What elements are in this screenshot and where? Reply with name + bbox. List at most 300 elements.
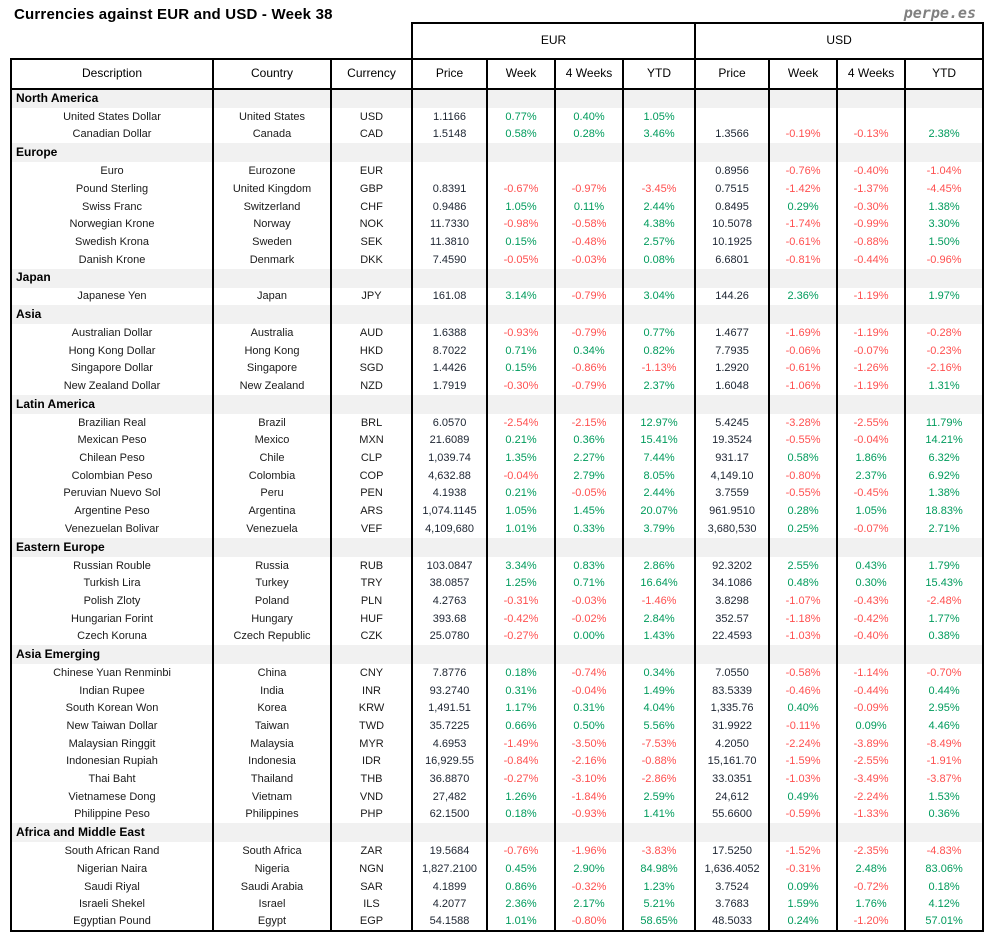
eur-week-change: 1.35%	[487, 449, 555, 467]
eur-price: 0.8391	[412, 180, 487, 198]
eur-4weeks-change: 0.11%	[555, 198, 623, 216]
country-name: Malaysia	[213, 735, 331, 753]
table-row-usd	[11, 108, 983, 126]
currency-description: United States Dollar	[11, 108, 213, 126]
country-name: Russia	[213, 557, 331, 575]
currency-code: GBP	[331, 180, 412, 198]
col-header-usd-ytd: YTD	[905, 59, 983, 89]
currency-description: Hungarian Forint	[11, 610, 213, 628]
usd-4weeks-change: -0.99%	[837, 215, 905, 233]
usd-week-change: -1.03%	[769, 628, 837, 646]
eur-4weeks-change: 0.31%	[555, 700, 623, 718]
currency-description: Swedish Krona	[11, 233, 213, 251]
section-cell	[487, 89, 555, 108]
currency-description: South Korean Won	[11, 700, 213, 718]
eur-4weeks-change: -0.04%	[555, 682, 623, 700]
currency-code: NGN	[331, 860, 412, 878]
country-name: Indonesia	[213, 753, 331, 771]
usd-week-change: -0.11%	[769, 717, 837, 735]
country-name: United Kingdom	[213, 180, 331, 198]
usd-price	[695, 108, 769, 126]
currency-description: Mexican Peso	[11, 432, 213, 450]
eur-price: 4,632.88	[412, 467, 487, 485]
usd-price: 0.8956	[695, 162, 769, 180]
eur-4weeks-change: -1.84%	[555, 788, 623, 806]
brand-logo: perpe.es	[903, 4, 976, 22]
usd-week-change: 0.28%	[769, 502, 837, 520]
usd-4weeks-change: -0.44%	[837, 682, 905, 700]
section-cell	[331, 538, 412, 557]
section-cell	[695, 823, 769, 842]
eur-4weeks-change: 0.34%	[555, 342, 623, 360]
usd-ytd-change: 6.32%	[905, 449, 983, 467]
country-name: Saudi Arabia	[213, 878, 331, 896]
table-row-clp	[11, 449, 983, 467]
eur-week-change: 3.34%	[487, 557, 555, 575]
table-row-idr	[11, 753, 983, 771]
usd-price: 0.8495	[695, 198, 769, 216]
eur-week-change: 2.36%	[487, 895, 555, 913]
eur-ytd-change: 15.41%	[623, 432, 695, 450]
section-cell	[905, 89, 983, 108]
group-header-row	[11, 23, 983, 59]
col-header-price: Price	[412, 59, 487, 89]
table-row-nok	[11, 215, 983, 233]
currency-description: Indian Rupee	[11, 682, 213, 700]
usd-week-change: -0.58%	[769, 664, 837, 682]
table-row-egp	[11, 913, 983, 931]
eur-price: 1.1166	[412, 108, 487, 126]
section-cell	[623, 305, 695, 324]
country-name: Egypt	[213, 913, 331, 931]
section-row-asia	[11, 305, 983, 324]
currency-code: MXN	[331, 432, 412, 450]
eur-4weeks-change: 2.17%	[555, 895, 623, 913]
usd-price: 1.6048	[695, 377, 769, 395]
usd-ytd-change: 1.31%	[905, 377, 983, 395]
country-name: Canada	[213, 126, 331, 144]
currency-code: IDR	[331, 753, 412, 771]
country-name: Switzerland	[213, 198, 331, 216]
usd-price: 4,149.10	[695, 467, 769, 485]
eur-4weeks-change: 2.79%	[555, 467, 623, 485]
currency-description: Russian Rouble	[11, 557, 213, 575]
eur-4weeks-change: -0.05%	[555, 485, 623, 503]
usd-4weeks-change: -1.37%	[837, 180, 905, 198]
eur-week-change	[487, 162, 555, 180]
usd-ytd-change: -0.23%	[905, 342, 983, 360]
currency-description: Chilean Peso	[11, 449, 213, 467]
usd-price: 3.7524	[695, 878, 769, 896]
section-cell	[905, 305, 983, 324]
col-header-4-weeks: 4 Weeks	[555, 59, 623, 89]
usd-ytd-change: 2.71%	[905, 520, 983, 538]
eur-4weeks-change: 1.45%	[555, 502, 623, 520]
eur-4weeks-change: -0.03%	[555, 251, 623, 269]
col-header-usd-week: Week	[769, 59, 837, 89]
usd-price: 10.5078	[695, 215, 769, 233]
section-cell	[695, 143, 769, 162]
section-cell	[905, 143, 983, 162]
country-name: Venezuela	[213, 520, 331, 538]
table-row-cny	[11, 664, 983, 682]
country-name: New Zealand	[213, 377, 331, 395]
usd-week-change: 0.48%	[769, 574, 837, 592]
currency-code: INR	[331, 682, 412, 700]
eur-week-change: 0.18%	[487, 664, 555, 682]
country-name: South Africa	[213, 842, 331, 860]
section-cell	[623, 395, 695, 414]
section-cell	[769, 538, 837, 557]
table-row-pln	[11, 592, 983, 610]
currency-description: New Taiwan Dollar	[11, 717, 213, 735]
section-cell	[555, 269, 623, 288]
table-row-nzd	[11, 377, 983, 395]
usd-week-change: -0.61%	[769, 360, 837, 378]
country-name: Denmark	[213, 251, 331, 269]
currency-description: Saudi Riyal	[11, 878, 213, 896]
table-row-dkk	[11, 251, 983, 269]
usd-ytd-change: 15.43%	[905, 574, 983, 592]
usd-ytd-change: 4.46%	[905, 717, 983, 735]
eur-ytd-change: 1.43%	[623, 628, 695, 646]
usd-4weeks-change: -0.40%	[837, 162, 905, 180]
eur-price: 6.0570	[412, 414, 487, 432]
usd-price: 3.7559	[695, 485, 769, 503]
currency-code: AUD	[331, 324, 412, 342]
currency-code: SAR	[331, 878, 412, 896]
usd-price: 33.0351	[695, 770, 769, 788]
currency-description: Israeli Shekel	[11, 895, 213, 913]
usd-ytd-change: -8.49%	[905, 735, 983, 753]
table-row-pen	[11, 485, 983, 503]
country-name: Thailand	[213, 770, 331, 788]
eur-price: 1.4426	[412, 360, 487, 378]
section-title: North America	[11, 89, 213, 108]
eur-4weeks-change: -0.48%	[555, 233, 623, 251]
eur-ytd-change: 12.97%	[623, 414, 695, 432]
usd-week-change: -1.42%	[769, 180, 837, 198]
section-cell	[487, 143, 555, 162]
column-header-row	[11, 59, 983, 89]
eur-week-change: -0.30%	[487, 377, 555, 395]
eur-4weeks-change: -2.15%	[555, 414, 623, 432]
eur-week-change: 1.01%	[487, 520, 555, 538]
section-row-japan	[11, 269, 983, 288]
country-name: Peru	[213, 485, 331, 503]
eur-price: 11.3810	[412, 233, 487, 251]
eur-price: 11.7330	[412, 215, 487, 233]
eur-week-change: 0.58%	[487, 126, 555, 144]
country-name: Mexico	[213, 432, 331, 450]
eur-price: 21.6089	[412, 432, 487, 450]
section-cell	[623, 89, 695, 108]
eur-week-change: 0.71%	[487, 342, 555, 360]
eur-ytd-change: 0.34%	[623, 664, 695, 682]
table-row-twd	[11, 717, 983, 735]
country-name: Singapore	[213, 360, 331, 378]
section-cell	[837, 823, 905, 842]
currency-description: South African Rand	[11, 842, 213, 860]
usd-4weeks-change: -0.72%	[837, 878, 905, 896]
eur-price: 16,929.55	[412, 753, 487, 771]
section-cell	[769, 395, 837, 414]
eur-4weeks-change: -3.50%	[555, 735, 623, 753]
usd-4weeks-change: -1.20%	[837, 913, 905, 931]
usd-ytd-change: 1.38%	[905, 198, 983, 216]
usd-week-change: 0.58%	[769, 449, 837, 467]
usd-ytd-change: -2.48%	[905, 592, 983, 610]
eur-price: 1.5148	[412, 126, 487, 144]
currency-description: Pound Sterling	[11, 180, 213, 198]
usd-price: 1.4677	[695, 324, 769, 342]
section-cell	[555, 538, 623, 557]
section-cell	[837, 395, 905, 414]
section-row-latin-america	[11, 395, 983, 414]
section-cell	[695, 395, 769, 414]
currency-code: SEK	[331, 233, 412, 251]
usd-price: 961.9510	[695, 502, 769, 520]
usd-week-change: -0.46%	[769, 682, 837, 700]
usd-4weeks-change: -0.45%	[837, 485, 905, 503]
section-cell	[412, 305, 487, 324]
usd-ytd-change: 1.79%	[905, 557, 983, 575]
eur-price: 8.7022	[412, 342, 487, 360]
eur-ytd-change: 2.44%	[623, 198, 695, 216]
currency-code: PLN	[331, 592, 412, 610]
usd-week-change: -1.74%	[769, 215, 837, 233]
usd-week-change: 1.59%	[769, 895, 837, 913]
eur-4weeks-change: -0.32%	[555, 878, 623, 896]
usd-price: 3.8298	[695, 592, 769, 610]
section-cell	[331, 143, 412, 162]
usd-ytd-change	[905, 108, 983, 126]
usd-week-change: -0.76%	[769, 162, 837, 180]
usd-price: 7.0550	[695, 664, 769, 682]
usd-week-change: -1.18%	[769, 610, 837, 628]
currency-description: Philippine Peso	[11, 806, 213, 824]
eur-week-change: -0.42%	[487, 610, 555, 628]
usd-4weeks-change: -0.30%	[837, 198, 905, 216]
country-name: Hong Kong	[213, 342, 331, 360]
usd-week-change: 0.09%	[769, 878, 837, 896]
section-cell	[555, 305, 623, 324]
usd-price: 34.1086	[695, 574, 769, 592]
usd-price: 1,636.4052	[695, 860, 769, 878]
country-name: Nigeria	[213, 860, 331, 878]
usd-4weeks-change: -1.19%	[837, 324, 905, 342]
eur-4weeks-change: 0.33%	[555, 520, 623, 538]
eur-ytd-change: -7.53%	[623, 735, 695, 753]
country-name: Korea	[213, 700, 331, 718]
usd-4weeks-change: -3.89%	[837, 735, 905, 753]
eur-ytd-change: 2.84%	[623, 610, 695, 628]
section-cell	[623, 143, 695, 162]
usd-week-change: -0.55%	[769, 485, 837, 503]
currency-description: Singapore Dollar	[11, 360, 213, 378]
usd-4weeks-change: -0.13%	[837, 126, 905, 144]
currency-description: Malaysian Ringgit	[11, 735, 213, 753]
currency-table	[10, 22, 984, 932]
currency-code: ILS	[331, 895, 412, 913]
eur-week-change: 1.05%	[487, 198, 555, 216]
table-row-jpy	[11, 288, 983, 306]
col-header-ytd: YTD	[623, 59, 695, 89]
eur-ytd-change: 20.07%	[623, 502, 695, 520]
eur-ytd-change: 5.21%	[623, 895, 695, 913]
table-row-sek	[11, 233, 983, 251]
usd-ytd-change: 1.97%	[905, 288, 983, 306]
section-cell	[623, 269, 695, 288]
section-row-africa-and-middle-east	[11, 823, 983, 842]
eur-price: 27,482	[412, 788, 487, 806]
usd-price: 31.9922	[695, 717, 769, 735]
eur-4weeks-change: -0.79%	[555, 324, 623, 342]
currency-code: THB	[331, 770, 412, 788]
usd-price: 352.57	[695, 610, 769, 628]
table-row-krw	[11, 700, 983, 718]
eur-ytd-change: 3.04%	[623, 288, 695, 306]
usd-4weeks-change: -0.04%	[837, 432, 905, 450]
eur-week-change: -2.54%	[487, 414, 555, 432]
usd-price: 3,680,530	[695, 520, 769, 538]
usd-ytd-change: 2.95%	[905, 700, 983, 718]
eur-week-change: -0.27%	[487, 628, 555, 646]
eur-week-change: 0.21%	[487, 485, 555, 503]
eur-4weeks-change: -0.93%	[555, 806, 623, 824]
usd-week-change: -0.31%	[769, 860, 837, 878]
eur-4weeks-change: 0.83%	[555, 557, 623, 575]
usd-price: 92.3202	[695, 557, 769, 575]
eur-ytd-change: 16.64%	[623, 574, 695, 592]
currency-description: Brazilian Real	[11, 414, 213, 432]
eur-week-change: 0.86%	[487, 878, 555, 896]
eur-ytd-change: -1.13%	[623, 360, 695, 378]
eur-4weeks-change: -0.97%	[555, 180, 623, 198]
eur-ytd-change: 2.37%	[623, 377, 695, 395]
eur-4weeks-change: -3.10%	[555, 770, 623, 788]
section-cell	[695, 305, 769, 324]
eur-ytd-change: 1.23%	[623, 878, 695, 896]
usd-week-change: -3.28%	[769, 414, 837, 432]
currency-code: KRW	[331, 700, 412, 718]
usd-4weeks-change: -0.09%	[837, 700, 905, 718]
usd-4weeks-change: -2.35%	[837, 842, 905, 860]
country-name: Australia	[213, 324, 331, 342]
section-row-asia-emerging	[11, 645, 983, 664]
currency-code: VND	[331, 788, 412, 806]
eur-price: 1,074.1145	[412, 502, 487, 520]
eur-ytd-change: 5.56%	[623, 717, 695, 735]
currency-code: ARS	[331, 502, 412, 520]
section-cell	[555, 823, 623, 842]
eur-week-change: 1.05%	[487, 502, 555, 520]
usd-price: 6.6801	[695, 251, 769, 269]
section-cell	[331, 89, 412, 108]
eur-week-change: 0.18%	[487, 806, 555, 824]
table-row-sgd	[11, 360, 983, 378]
usd-week-change: -0.06%	[769, 342, 837, 360]
eur-week-change: 1.25%	[487, 574, 555, 592]
usd-ytd-change: 14.21%	[905, 432, 983, 450]
usd-4weeks-change: -0.44%	[837, 251, 905, 269]
section-title: Asia	[11, 305, 213, 324]
section-cell	[769, 823, 837, 842]
currency-code: EGP	[331, 913, 412, 931]
usd-week-change: 0.29%	[769, 198, 837, 216]
eur-week-change: -0.04%	[487, 467, 555, 485]
currency-code: VEF	[331, 520, 412, 538]
country-name: Vietnam	[213, 788, 331, 806]
country-name: Czech Republic	[213, 628, 331, 646]
table-row-eur	[11, 162, 983, 180]
usd-week-change: -1.69%	[769, 324, 837, 342]
section-row-europe	[11, 143, 983, 162]
section-cell	[769, 269, 837, 288]
eur-ytd-change: 7.44%	[623, 449, 695, 467]
section-cell	[905, 823, 983, 842]
section-cell	[213, 143, 331, 162]
eur-week-change: 0.15%	[487, 360, 555, 378]
eur-ytd-change: 0.08%	[623, 251, 695, 269]
currency-code: PEN	[331, 485, 412, 503]
eur-4weeks-change: -0.86%	[555, 360, 623, 378]
currency-description: Australian Dollar	[11, 324, 213, 342]
currency-code: BRL	[331, 414, 412, 432]
usd-ytd-change: -1.04%	[905, 162, 983, 180]
table-row-thb	[11, 770, 983, 788]
usd-week-change: 2.36%	[769, 288, 837, 306]
section-cell	[769, 143, 837, 162]
eur-ytd-change: 2.44%	[623, 485, 695, 503]
usd-ytd-change: -4.83%	[905, 842, 983, 860]
usd-4weeks-change: 0.30%	[837, 574, 905, 592]
usd-week-change: 0.40%	[769, 700, 837, 718]
table-row-rub	[11, 557, 983, 575]
country-name: Sweden	[213, 233, 331, 251]
section-cell	[555, 143, 623, 162]
section-title: Japan	[11, 269, 213, 288]
table-row-php	[11, 806, 983, 824]
currency-description: Vietnamese Dong	[11, 788, 213, 806]
currency-code: USD	[331, 108, 412, 126]
currency-code: HUF	[331, 610, 412, 628]
usd-week-change: -0.81%	[769, 251, 837, 269]
eur-price: 4.1938	[412, 485, 487, 503]
eur-ytd-change: 1.49%	[623, 682, 695, 700]
usd-week-change: 2.55%	[769, 557, 837, 575]
eur-week-change: 1.26%	[487, 788, 555, 806]
eur-week-change: -0.98%	[487, 215, 555, 233]
usd-price: 931.17	[695, 449, 769, 467]
eur-week-change: 1.01%	[487, 913, 555, 931]
section-cell	[331, 395, 412, 414]
section-cell	[769, 305, 837, 324]
usd-week-change: -1.59%	[769, 753, 837, 771]
eur-4weeks-change: 0.28%	[555, 126, 623, 144]
section-cell	[412, 143, 487, 162]
usd-week-change: 0.24%	[769, 913, 837, 931]
usd-4weeks-change: -2.55%	[837, 753, 905, 771]
section-cell	[487, 305, 555, 324]
eur-ytd-change: -2.86%	[623, 770, 695, 788]
eur-price: 161.08	[412, 288, 487, 306]
section-cell	[837, 645, 905, 664]
usd-ytd-change: -0.70%	[905, 664, 983, 682]
eur-4weeks-change: -2.16%	[555, 753, 623, 771]
usd-ytd-change: 18.83%	[905, 502, 983, 520]
eur-price: 1.7919	[412, 377, 487, 395]
